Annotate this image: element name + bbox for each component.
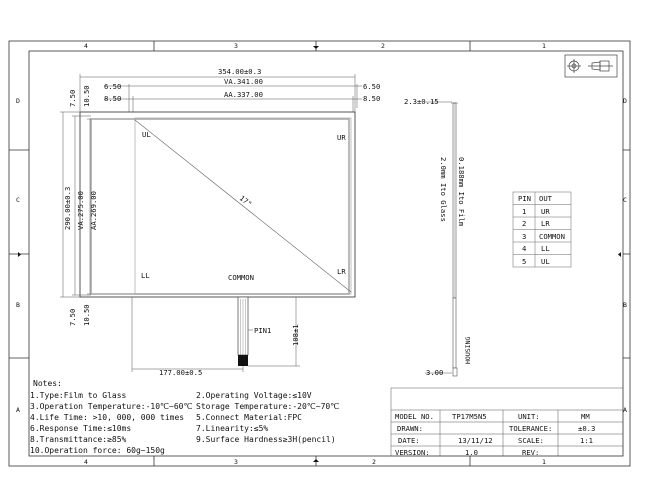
common-label: COMMON: [228, 273, 254, 282]
corner-lr-label: LR: [337, 267, 346, 276]
side-view: [425, 102, 458, 376]
title-block: [391, 388, 623, 457]
row-label-c-left: C: [16, 196, 20, 204]
dim-margin-right-850: 8.50: [363, 94, 381, 103]
dim-housing: 3.00: [426, 368, 444, 377]
pin-table-cell: LL: [541, 244, 550, 253]
date-label: DATE:: [398, 436, 420, 445]
pin-table-cell: UR: [541, 207, 550, 216]
pin-table: [513, 192, 571, 267]
note-line: 7.Linearity:≤5%: [196, 424, 269, 433]
housing-label: HOUSING: [464, 336, 472, 364]
dim-aa-width: AA.337.00: [224, 90, 263, 99]
row-label-b-left: B: [16, 301, 20, 309]
row-label-a-right: A: [623, 406, 627, 414]
dim-overall-width: 354.00±0.3: [218, 67, 262, 76]
col-label-2-top: 2: [381, 42, 385, 50]
pin-table-cell: 4: [522, 244, 527, 253]
row-label-a-left: A: [16, 406, 20, 414]
note-line: 4.Life Time: >10, 000, 000 times: [30, 413, 185, 422]
row-label-c-right: C: [623, 196, 627, 204]
note-line: 5.Connect Material:FPC: [196, 413, 302, 422]
row-label-b-right: B: [623, 301, 627, 309]
version-label: VERSION:: [395, 448, 430, 457]
pin-table-cell: 5: [522, 257, 527, 266]
ito-glass-label: 2.0mm Ito Glass: [439, 157, 448, 222]
dim-left-top-750: 7.50: [68, 89, 77, 107]
scale-value: 1:1: [580, 436, 593, 445]
note-line: 1.Type:Film to Glass: [30, 391, 127, 400]
projection-symbol-icon: [565, 55, 617, 77]
dim-left-bot-1050: 10.50: [82, 304, 91, 326]
pin-table-cell: LR: [541, 219, 550, 228]
notes-heading: Notes:: [33, 379, 62, 388]
date-value: 13/11/12: [458, 436, 493, 445]
row-label-d-left: D: [16, 97, 20, 105]
dim-margin-right-650: 6.50: [363, 82, 381, 91]
corner-ur-label: UR: [337, 133, 346, 142]
dim-aa-height: AA.269.00: [89, 191, 98, 230]
col-label-4-top: 4: [84, 42, 88, 50]
unit-value: MM: [581, 412, 590, 421]
dim-side-thickness: 2.3±0.15: [404, 97, 439, 106]
tolerance-label: TOLERANCE:: [509, 424, 553, 433]
version-value: 1.0: [465, 448, 478, 457]
touch-panel: [80, 112, 355, 297]
dim-margin-left-850: 8.50: [104, 94, 122, 103]
model-value: TP17M5N5: [452, 412, 487, 421]
model-label: MODEL NO.: [395, 412, 434, 421]
note-line: 8.Transmittance:≥85%: [30, 435, 127, 444]
col-label-1-bottom: 1: [542, 458, 546, 466]
ito-film-label: 0.188mm Ito Film: [457, 157, 466, 227]
dim-overall-height: 290.00±0.3: [63, 186, 72, 230]
col-label-3-top: 3: [234, 42, 238, 50]
scale-label: SCALE:: [518, 436, 544, 445]
pin-table-cell: COMMON: [539, 232, 565, 241]
pin-table-header-pin: PIN: [518, 194, 531, 203]
dim-va-width: VA.341.00: [224, 77, 263, 86]
unit-label: UNIT:: [518, 412, 540, 421]
row-label-d-right: D: [623, 97, 627, 105]
note-line: 9.Surface Hardness≥3H(pencil): [196, 435, 336, 444]
dim-left-bot-750: 7.50: [68, 308, 77, 326]
note-line: Storage Temperature:-20℃~70℃: [196, 402, 340, 411]
pin-table-cell: 3: [522, 232, 527, 241]
rev-label: REV:: [522, 448, 540, 457]
col-label-3-bottom: 3: [234, 458, 238, 466]
pin1-label: PIN1: [254, 326, 272, 335]
dim-va-height: VA.275.00: [76, 191, 85, 230]
col-label-2-bottom: 2: [372, 458, 376, 466]
center-mark-bottom: [313, 459, 319, 462]
dim-tail-length: 108±1: [291, 324, 300, 346]
dim-left-top-1050: 10.50: [82, 85, 91, 107]
center-mark-right: [618, 252, 621, 257]
corner-ll-label: LL: [141, 271, 150, 280]
note-line: 2.Operating Voltage:≤10V: [196, 391, 312, 400]
diagonal-line: [135, 120, 351, 292]
col-label-1-top: 1: [542, 42, 546, 50]
pin-table-cell: 1: [522, 207, 527, 216]
fpc-tail: [238, 297, 248, 366]
drawn-label: DRAWN:: [397, 424, 423, 433]
notes: [30, 379, 339, 455]
pin-table-header-out: OUT: [539, 194, 552, 203]
col-label-4-bottom: 4: [84, 458, 88, 466]
note-line: 10.Operation force: 60g~150g: [30, 446, 165, 455]
pin-table-cell: UL: [541, 257, 550, 266]
dim-margin-left-650: 6.50: [104, 82, 122, 91]
tolerance-value: ±0.3: [578, 424, 596, 433]
note-line: 6.Response Time:≤10ms: [30, 424, 132, 433]
note-line: 3.Operation Temperature:-10℃~60℃: [30, 402, 193, 411]
center-mark-top: [313, 46, 319, 49]
diagonal-size-label: 17": [237, 193, 254, 209]
center-mark-left: [18, 252, 21, 257]
corner-ul-label: UL: [142, 130, 151, 139]
dim-tail-offset: 177.00±0.5: [159, 368, 203, 377]
pin-table-cell: 2: [522, 219, 527, 228]
